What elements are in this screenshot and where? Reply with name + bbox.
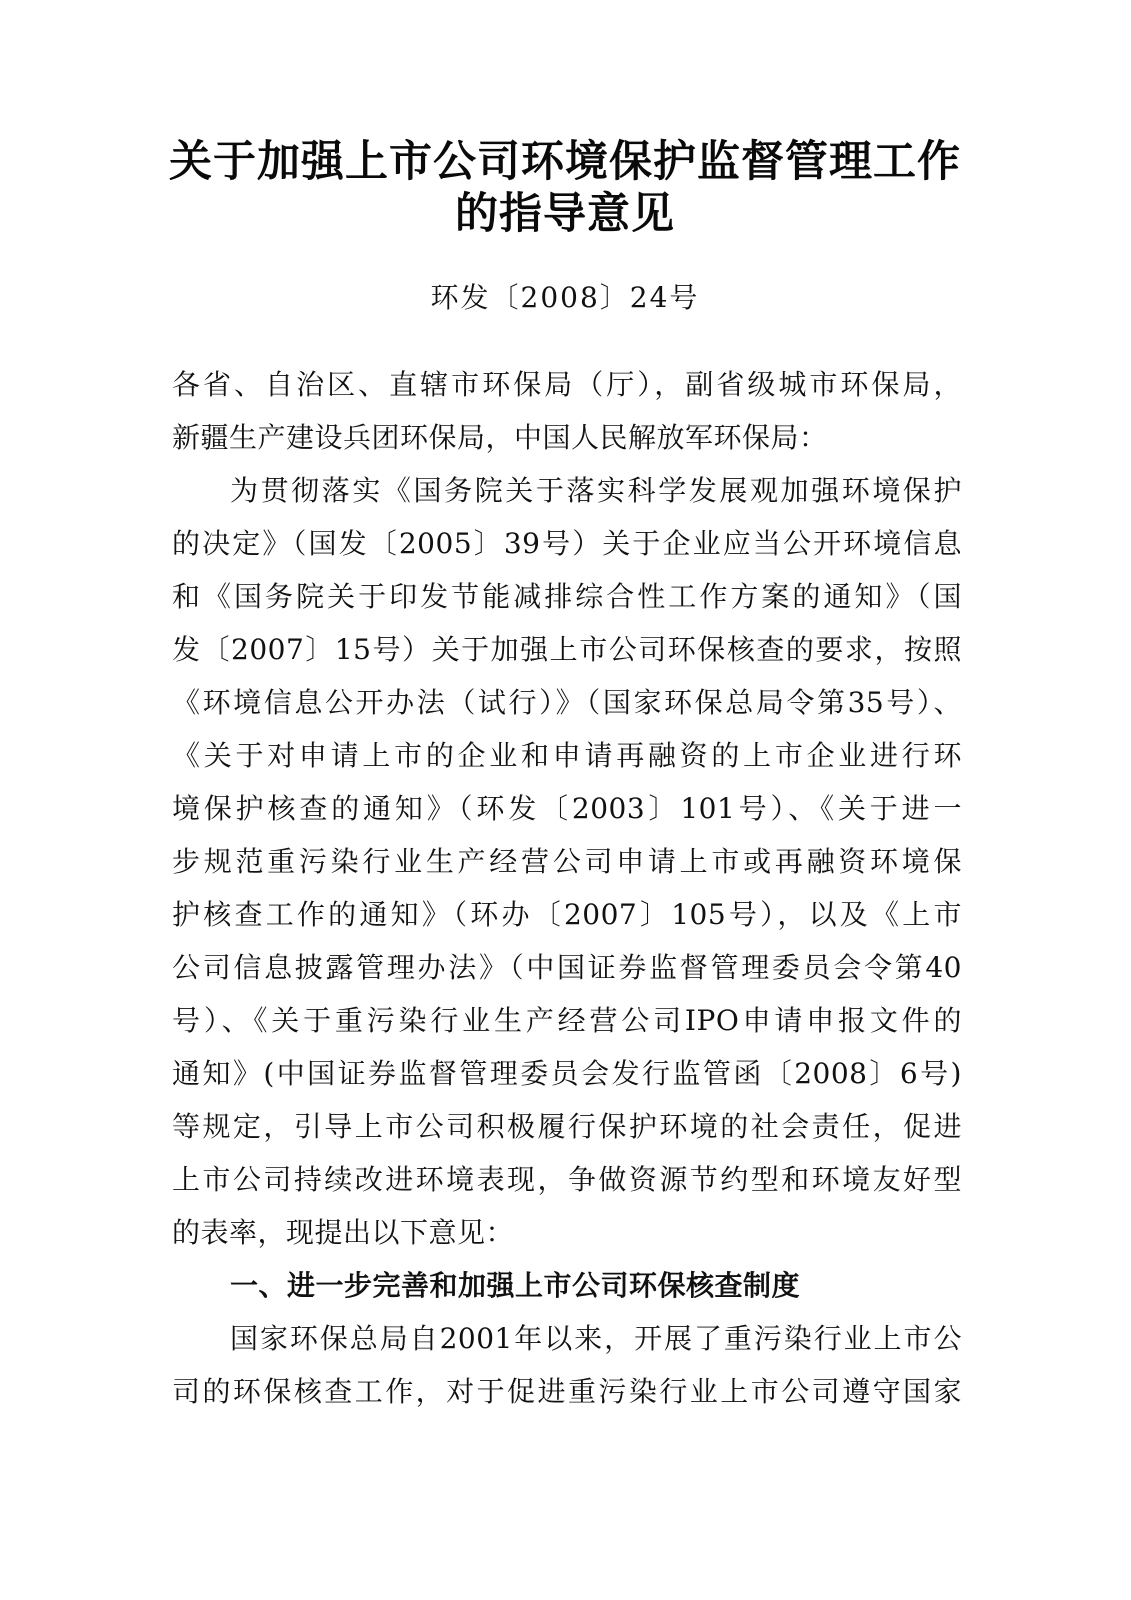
paragraph-line: 通知》(中国证券监督管理委员会发行监管函〔2008〕6号) — [172, 1057, 962, 1090]
paragraph-line: 号）、《关于重污染行业生产经营公司IPO申请申报文件的 — [172, 1004, 962, 1037]
document-body — [172, 358, 962, 1418]
paragraph-line: 等规定，引导上市公司积极履行保护环境的社会责任，促进 — [172, 1110, 962, 1143]
addressee-line: 新疆生产建设兵团环保局，中国人民解放军环保局： — [172, 421, 828, 454]
paragraph-line: 和《国务院关于印发节能减排综合性工作方案的通知》（国 — [172, 580, 962, 613]
paragraph-line: 的决定》（国发〔2005〕39号）关于企业应当公开环境信息 — [172, 527, 962, 560]
addressee-line: 各省、自治区、直辖市环保局（厅），副省级城市环保局， — [172, 368, 962, 401]
paragraph-line: 护核查工作的通知》（环办〔2007〕105号），以及《上市 — [172, 898, 962, 931]
section-heading: 一、进一步完善和加强上市公司环保核查制度 — [230, 1269, 801, 1302]
paragraph-line: 境保护核查的通知》（环发〔2003〕101号）、《关于进一 — [172, 792, 962, 825]
paragraph-line: 上市公司持续改进环境表现，争做资源节约型和环境友好型 — [172, 1163, 962, 1196]
document-title-line-2: 的指导意见 — [455, 189, 675, 239]
paragraph-line: 发〔2007〕15号）关于加强上市公司环保核查的要求，按照 — [172, 633, 962, 666]
document-title-line-1: 关于加强上市公司环境保护监督管理工作 — [169, 137, 961, 187]
paragraph-line: 《关于对申请上市的企业和申请再融资的上市企业进行环 — [172, 739, 962, 772]
paragraph-line: 国家环保总局自2001年以来，开展了重污染行业上市公 — [230, 1322, 962, 1355]
paragraph-line: 的表率，现提出以下意见： — [172, 1216, 515, 1249]
paragraph-line: 为贯彻落实《国务院关于落实科学发展观加强环境保护 — [230, 474, 962, 507]
paragraph-line: 公司信息披露管理办法》（中国证券监督管理委员会令第40 — [172, 951, 962, 984]
paragraph-line: 《环境信息公开办法（试行）》（国家环保总局令第35号）、 — [172, 686, 962, 719]
paragraph-line: 步规范重污染行业生产经营公司申请上市或再融资环境保 — [172, 845, 962, 878]
document-number: 环发〔2008〕24号 — [430, 281, 700, 314]
paragraph-line: 司的环保核查工作，对于促进重污染行业上市公司遵守国家 — [172, 1375, 962, 1408]
